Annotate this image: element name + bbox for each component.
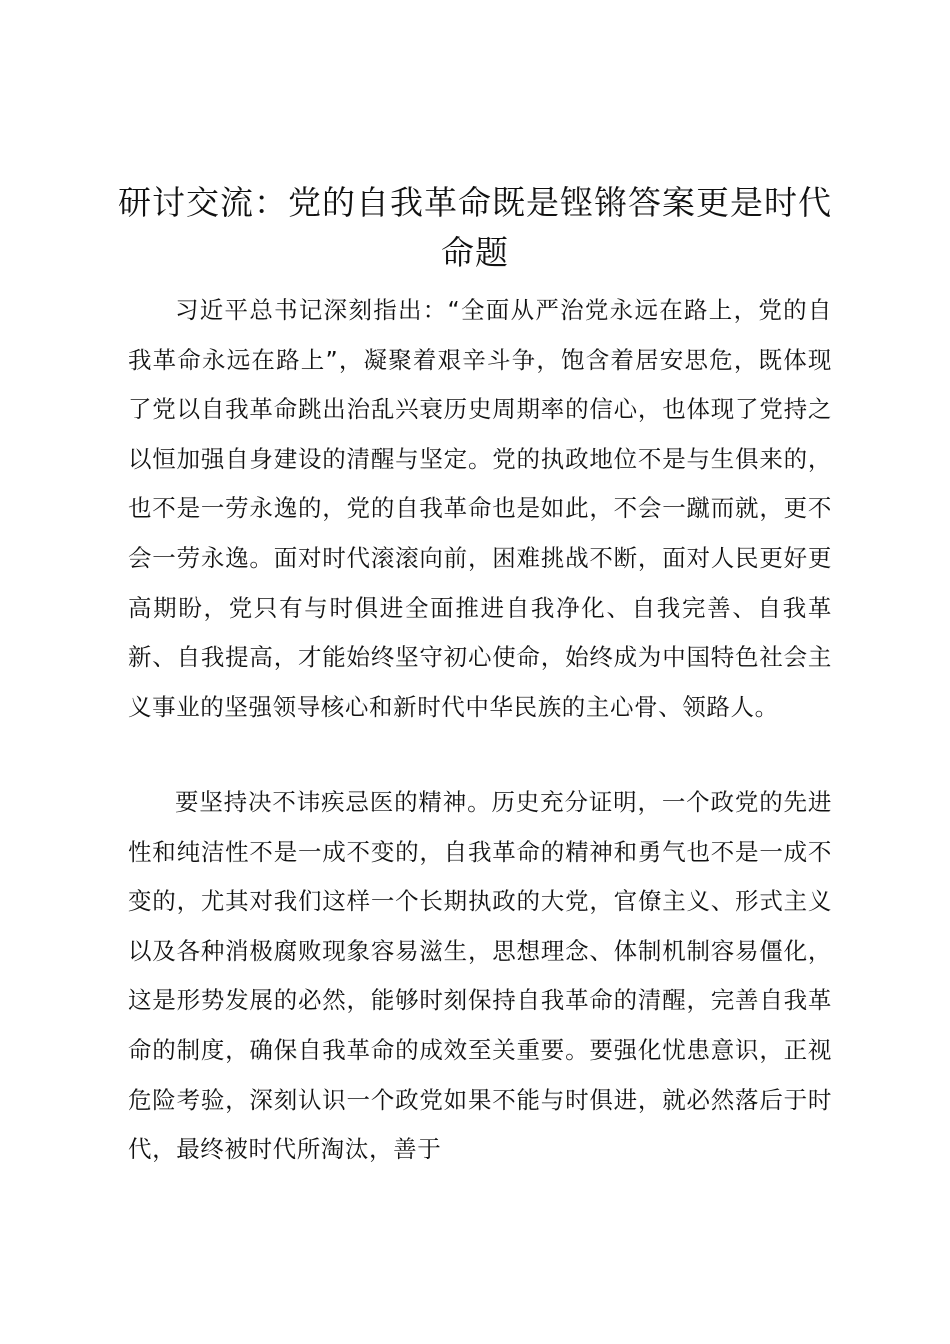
paragraph-1: 习近平总书记深刻指出：“全面从严治党永远在路上，党的自我革命永远在路上”，凝聚着艰辛斗争，饱含着居安思危，既体现了党以自我革命跳出治乱兴衰历史周期率的信心，也体现了党持之以恒加强自身建设的清醒与坚定。党的执政地位不是与生俱来的，也不是一劳永逸的，党的自我革命也是如此，不会一蹴而就，更不会一劳永逸。面对时代滚滚向前，困难挑战不断，面对人民更好更高期盼，党只有与时俱进全面推进自我净化、自我完善、自我革新、自我提高，才能始终坚守初心使命，始终成为中国特色社会主义事业的坚强领导核心和新时代中华民族的主心骨、领路人。	[128, 296, 832, 721]
document-title: 研讨交流：党的自我革命既是铿锵答案更是时代命题	[118, 183, 832, 272]
paragraph-2: 要坚持决不讳疾忌医的精神。历史充分证明，一个政党的先进性和纯洁性不是一成不变的，自我革命的精神和勇气也不是一成不变的，尤其对我们这样一个长期执政的大党，官僚主义、形式主义以及各种消极腐败现象容易滋生，思想理念、体制机制容易僵化，这是形势发展的必然，能够时刻保持自我革命的清醒，完善自我革命的制度，确保自我革命的成效至关重要。要强化忧患意识，正视危险考验，深刻认识一个政党如果不能与时俱进，就必然落后于时代，最终被时代所淘汰，善于	[128, 788, 832, 1164]
